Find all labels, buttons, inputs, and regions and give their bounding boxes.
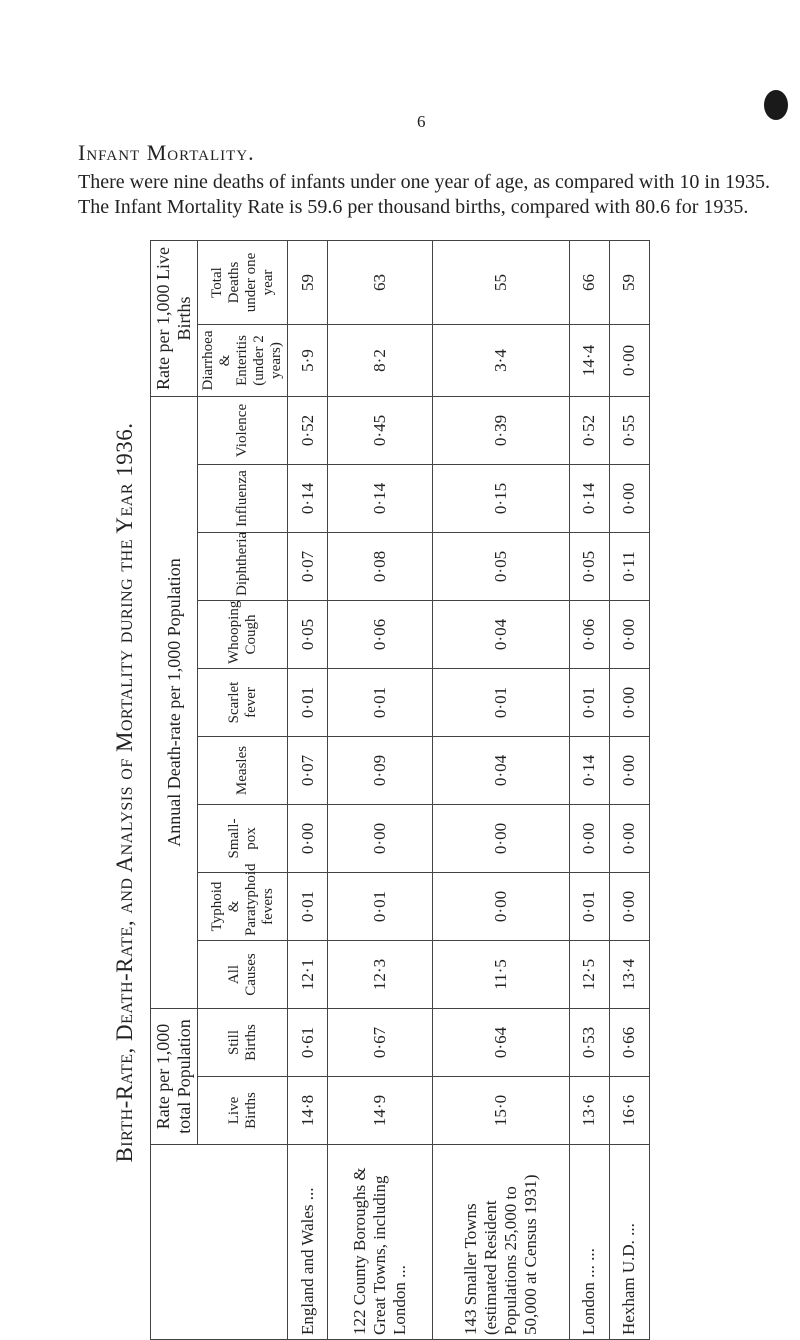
table-row	[328, 241, 433, 1340]
row-area: 143 Smaller Towns (estimated Resident Populations 25,000 to 50,000 at Census 1931)	[432, 1145, 569, 1340]
col-small-pox: Small-pox	[198, 805, 288, 873]
cell: 13·6	[569, 1077, 609, 1145]
cell: 0·07	[288, 533, 328, 601]
col-diarrhoea: Diarrhoea & Enteritis (under 2 years)	[198, 325, 288, 397]
cell: 0·45	[328, 397, 433, 465]
cell: 0·00	[432, 805, 569, 873]
cell: 0·06	[328, 601, 433, 669]
group-rate-per-population: Rate per 1,000 total Population	[151, 1009, 198, 1145]
cell: 14·9	[328, 1077, 433, 1145]
cell: 0·09	[328, 737, 433, 805]
row-area: England and Wales ...	[288, 1145, 328, 1340]
cell: 0·64	[432, 1009, 569, 1077]
cell: 0·00	[609, 737, 649, 805]
page-number: 6	[417, 112, 426, 131]
cell: 63	[328, 241, 433, 325]
cell: 0·15	[432, 465, 569, 533]
cell: 0·52	[288, 397, 328, 465]
cell: 59	[288, 241, 328, 325]
cell: 0·11	[609, 533, 649, 601]
table-frame	[150, 245, 650, 1340]
cell: 12·3	[328, 941, 433, 1009]
col-typhoid: Typhoid & Paratyphoid fevers	[198, 873, 288, 941]
section-heading: Infant Mortality.	[78, 140, 255, 165]
cell: 0·08	[328, 533, 433, 601]
col-violence: Violence	[198, 397, 288, 465]
cell: 0·00	[609, 805, 649, 873]
side-title-text: Birth-Rate, Death-Rate, and Analysis of Mortality during the Year 1936.	[112, 422, 137, 1163]
cell: 0·00	[609, 465, 649, 533]
row-area: 122 County Boroughs & Great Towns, including London ...	[328, 1145, 433, 1340]
cell: 0·00	[609, 325, 649, 397]
cell: 13·4	[609, 941, 649, 1009]
cell: 12·5	[569, 941, 609, 1009]
col-influenza: Influenza	[198, 465, 288, 533]
cell: 0·14	[569, 465, 609, 533]
table-row	[288, 241, 328, 1340]
cell: 0·00	[328, 805, 433, 873]
cell: 15·0	[432, 1077, 569, 1145]
cell: 0·05	[569, 533, 609, 601]
cell: 0·61	[288, 1009, 328, 1077]
group-annual-death-rate: Annual Death-rate per 1,000 Population	[151, 397, 198, 1009]
side-title	[105, 245, 145, 1340]
cell: 14·4	[569, 325, 609, 397]
cell: 0·14	[328, 465, 433, 533]
row-area: Hexham U.D. ...	[609, 1145, 649, 1340]
group-rate-per-live-births: Rate per 1,000 Live Births	[151, 241, 198, 397]
cell: 0·01	[288, 669, 328, 737]
cell: 0·01	[328, 873, 433, 941]
cell: 0·01	[432, 669, 569, 737]
cell: 0·00	[609, 669, 649, 737]
cell: 0·04	[432, 737, 569, 805]
cell: 0·52	[569, 397, 609, 465]
cell: 55	[432, 241, 569, 325]
table-rotator	[150, 245, 650, 1340]
col-whooping-cough: Whooping Cough	[198, 601, 288, 669]
cell: 0·07	[288, 737, 328, 805]
cell: 0·14	[569, 737, 609, 805]
cell: 0·67	[328, 1009, 433, 1077]
col-all-causes: All Causes	[198, 941, 288, 1009]
table-row	[569, 241, 609, 1340]
table-row	[609, 241, 649, 1340]
cell: 0·66	[609, 1009, 649, 1077]
cell: 59	[609, 241, 649, 325]
intro-paragraph: There were nine deaths of infants under one year of age, as compared with 10 in 1935. The Infant Mortality Rate is 59.6 per thousand births, compared with 80.6 for 1935.	[78, 171, 770, 218]
table-row	[432, 241, 569, 1340]
cell: 0·04	[432, 601, 569, 669]
area-header-blank	[151, 1145, 288, 1340]
row-area: London ... ...	[569, 1145, 609, 1340]
corner-dot	[764, 90, 788, 120]
cell: 0·39	[432, 397, 569, 465]
cell: 16·6	[609, 1077, 649, 1145]
cell: 5·9	[288, 325, 328, 397]
cell: 0·00	[609, 873, 649, 941]
cell: 0·01	[328, 669, 433, 737]
cell: 0·14	[288, 465, 328, 533]
mortality-table	[150, 240, 650, 1340]
cell: 12·1	[288, 941, 328, 1009]
cell: 0·01	[569, 669, 609, 737]
cell: 0·53	[569, 1009, 609, 1077]
cell: 0·01	[569, 873, 609, 941]
cell: 0·55	[609, 397, 649, 465]
cell: 0·05	[288, 601, 328, 669]
col-still-births: Still Births	[198, 1009, 288, 1077]
cell: 14·8	[288, 1077, 328, 1145]
cell: 3·4	[432, 325, 569, 397]
cell: 0·05	[432, 533, 569, 601]
group-header-row	[151, 241, 198, 1340]
col-measles: Measles	[198, 737, 288, 805]
cell: 11·5	[432, 941, 569, 1009]
col-scarlet-fever: Scarlet fever	[198, 669, 288, 737]
cell: 8·2	[328, 325, 433, 397]
cell: 66	[569, 241, 609, 325]
cell: 0·00	[288, 805, 328, 873]
cell: 0·00	[569, 805, 609, 873]
cell: 0·06	[569, 601, 609, 669]
cell: 0·00	[609, 601, 649, 669]
col-live-births: Live Births	[198, 1077, 288, 1145]
col-diphtheria: Diphtheria	[198, 533, 288, 601]
col-infant-deaths: Total Deaths under one year	[198, 241, 288, 325]
cell: 0·01	[288, 873, 328, 941]
cell: 0·00	[432, 873, 569, 941]
